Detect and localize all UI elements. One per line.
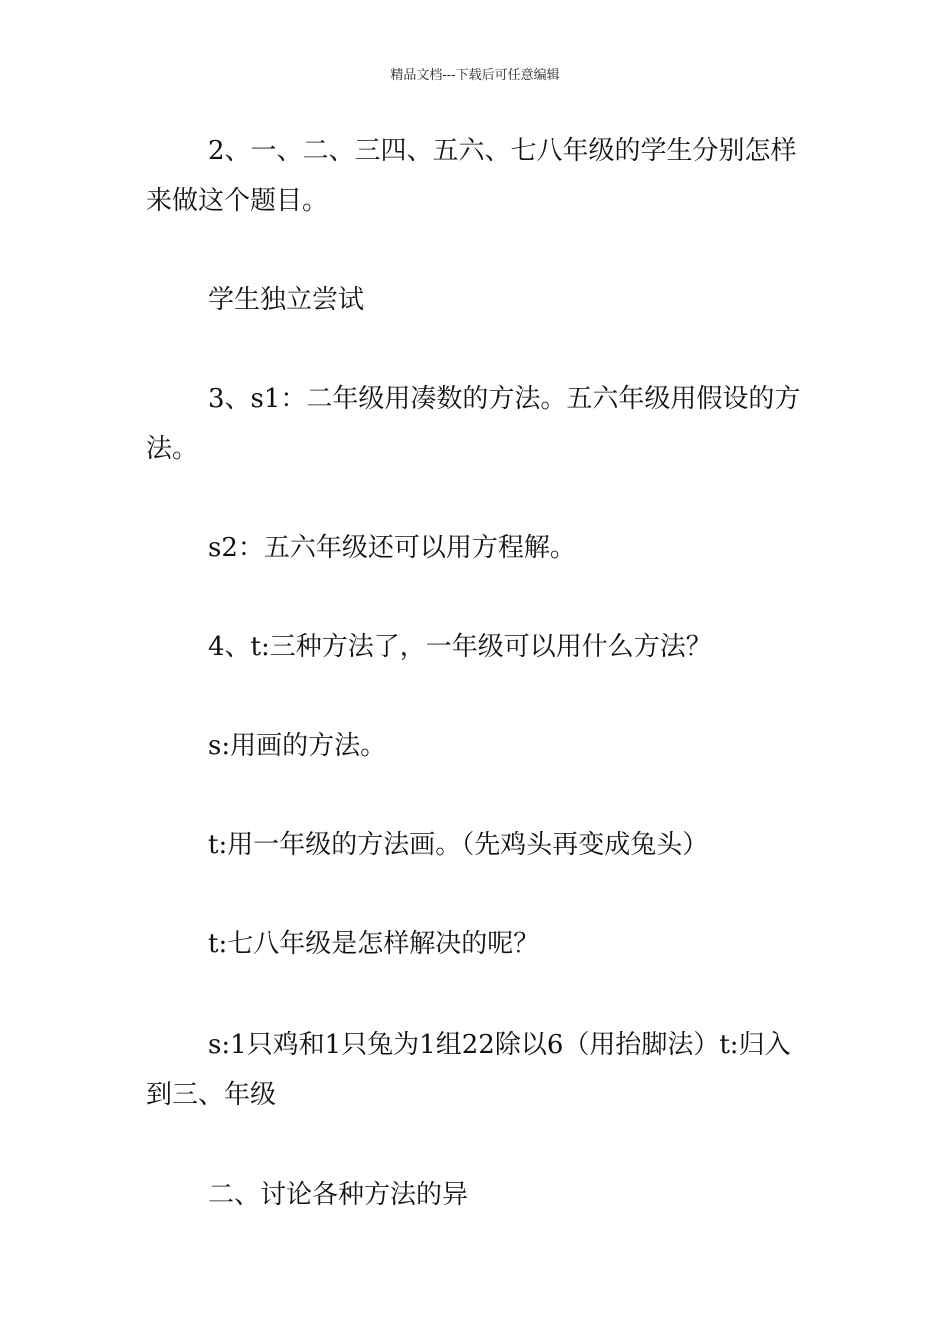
paragraph-student-attempt: 学生独立尝试 [208,285,365,315]
paragraph-s-answer: s:用画的方法。 [208,731,387,761]
paragraph-section-two: 二、讨论各种方法的异 [208,1180,469,1210]
page-header: 精品文档---下载后可任意编辑 [390,68,560,83]
paragraph-s-group-method: s:1只鸡和1只兔为1组22除以6（用抬脚法）t:归入到三、年级 [146,1030,791,1110]
paragraph-step-3: 3、s1：二年级用凑数的方法。五六年级用假设的方法。 [146,384,801,464]
paragraph-question-2: 2、一、二、三四、五六、七八年级的学生分别怎样来做这个题目。 [146,136,797,216]
paragraph-t-draw: t:用一年级的方法画。（先鸡头再变成兔头） [208,830,709,860]
paragraph-s2-answer: s2：五六年级还可以用方程解。 [208,533,576,563]
paragraph-t-question: t:七八年级是怎样解决的呢？ [208,929,540,959]
paragraph-step-4: 4、t:三种方法了，一年级可以用什么方法？ [208,632,712,662]
